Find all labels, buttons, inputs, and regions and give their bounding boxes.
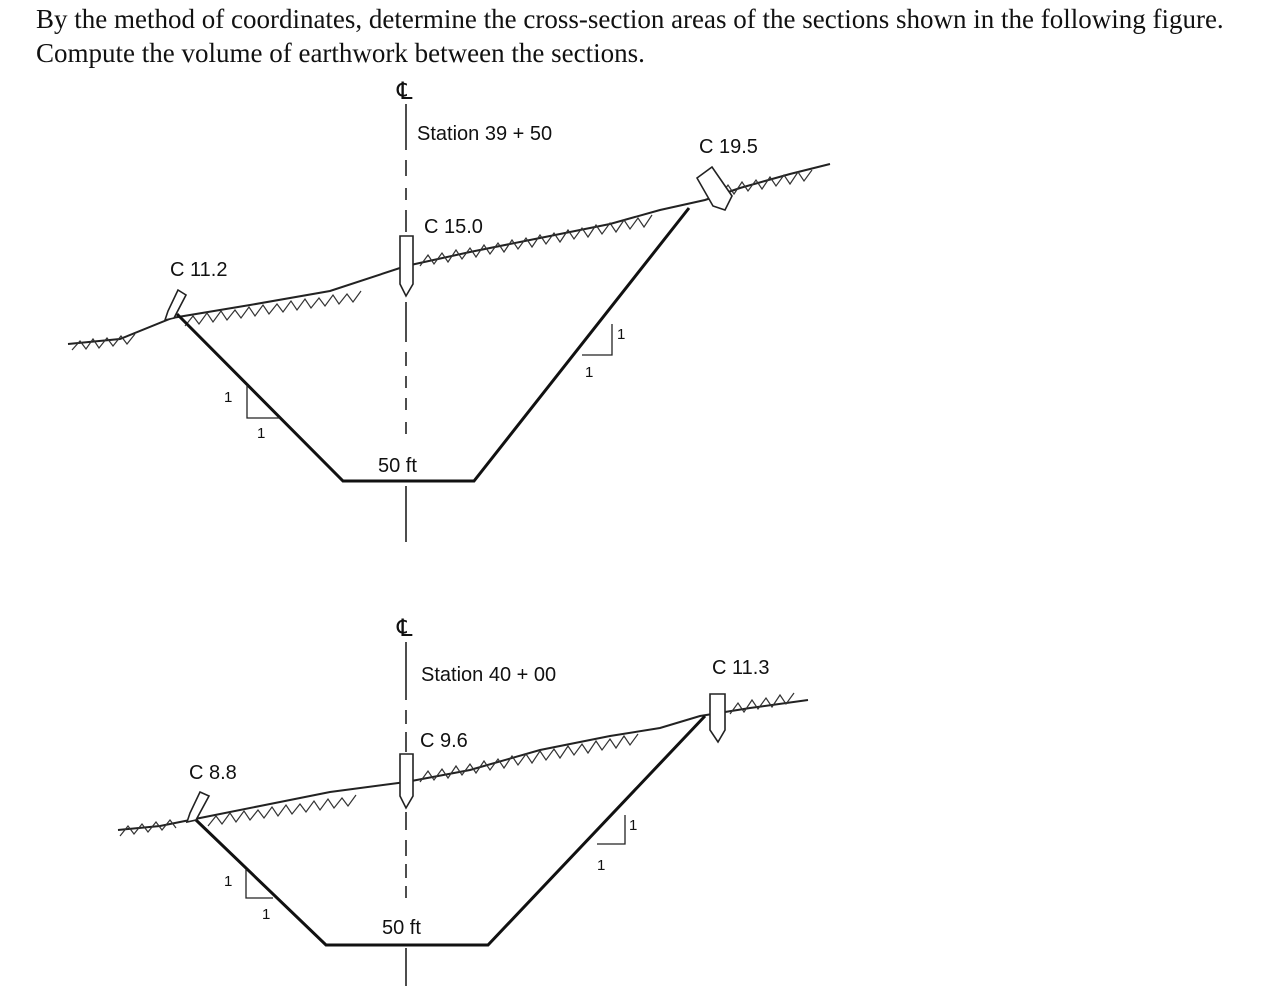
station-label: Station 39 + 50 — [417, 123, 553, 145]
slope-right-rise: 1 — [617, 326, 626, 343]
center-stake — [400, 236, 413, 296]
problem-statement: By the method of coordinates, determine the cross-section areas of the sections shown in the following figure. Compute the volume of earthwork between the sections. — [36, 4, 1224, 68]
slope-left-run: 1 — [257, 425, 266, 442]
slope-left-rise: 1 — [224, 873, 233, 890]
centerline-symbol: ℄ — [397, 615, 413, 642]
section-station-40-00 — [118, 615, 808, 986]
left-cut-label: C 8.8 — [189, 762, 237, 784]
center-stake — [400, 754, 413, 808]
slope-left-rise: 1 — [224, 389, 233, 406]
base-width-label: 50 ft — [378, 455, 417, 477]
slope-right-run: 1 — [597, 857, 606, 874]
slope-stake-right — [697, 167, 732, 210]
right-cut-label: C 19.5 — [699, 136, 758, 158]
station-label: Station 40 + 00 — [421, 664, 557, 686]
center-cut-label: C 15.0 — [424, 216, 483, 238]
left-cut-label: C 11.2 — [170, 259, 228, 281]
slope-right-run: 1 — [585, 364, 594, 381]
slope-right-rise: 1 — [629, 817, 638, 834]
slope-triangle-right — [597, 815, 625, 844]
slope-left-run: 1 — [262, 906, 271, 923]
centerline-symbol: ℄ — [397, 78, 413, 105]
base-width-label: 50 ft — [382, 917, 421, 939]
center-cut-label: C 9.6 — [420, 730, 468, 752]
section-station-39-50 — [68, 78, 830, 542]
right-cut-label: C 11.3 — [712, 657, 770, 679]
slope-stake-right — [710, 694, 725, 742]
